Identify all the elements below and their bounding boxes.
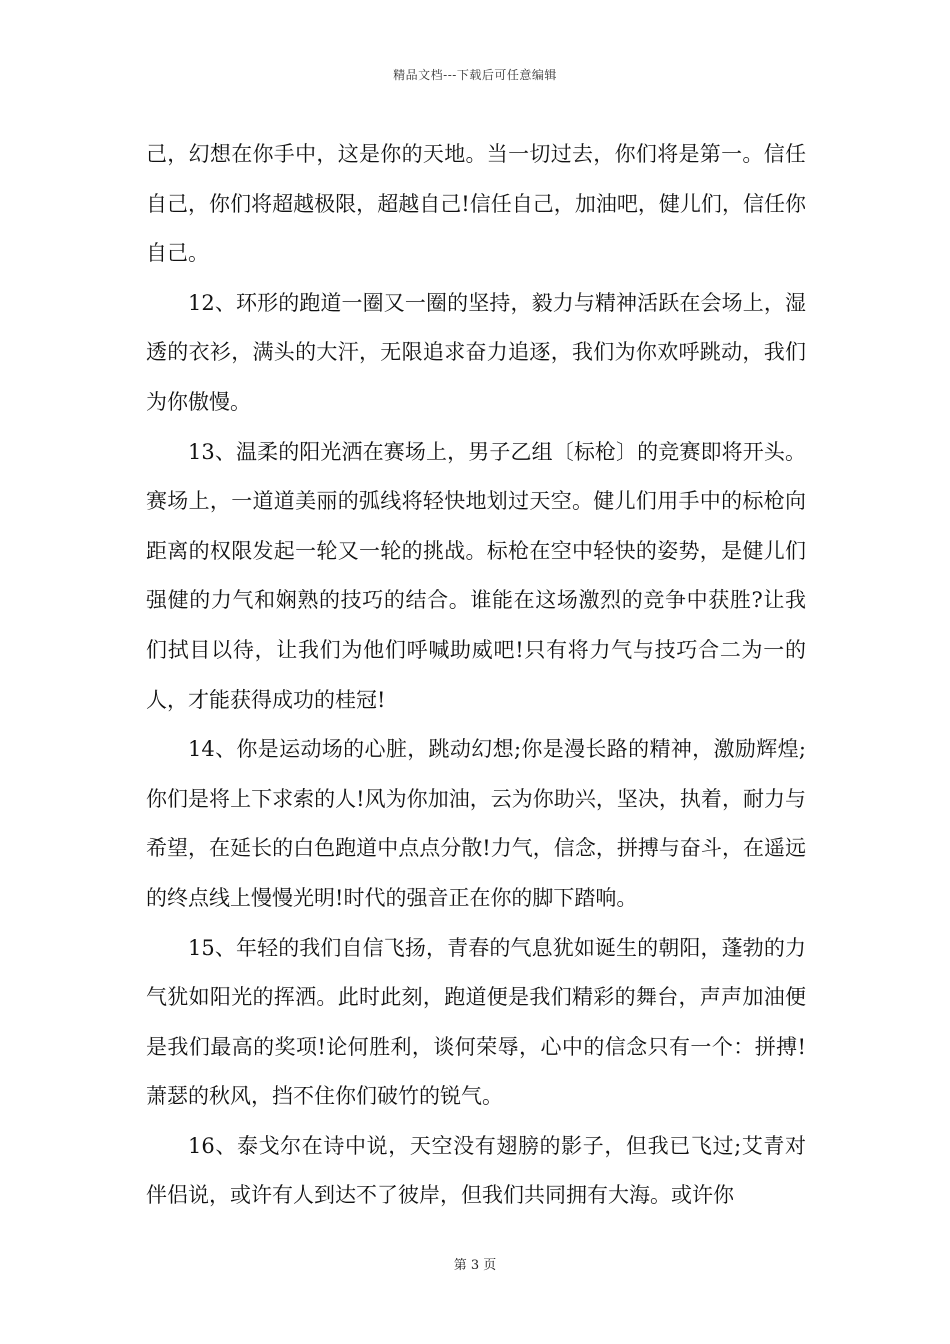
page-header: 精品文档---下载后可任意编辑 [393,68,557,82]
paragraph-14: 14、你是运动场的心脏，跳动幻想;你是漫长路的精神，激励辉煌;你们是将上下求索的人!风为你加油，云为你助兴，坚决，执着，耐力与希望，在延长的白色跑道中点点分散!力气，信念，拼搏与奋斗，在遥远的终点线上慢慢光明!时代的强音正在你的脚下踏响。 [146,737,806,910]
paragraph-12: 12、环形的跑道一圈又一圈的坚持，毅力与精神活跃在会场上，湿透的衣衫，满头的大汗，无限追求奋力追逐，我们为你欢呼跳动，我们为你傲慢。 [146,290,806,414]
document-body [146,130,806,1221]
page-number: 第 3 页 [453,1258,497,1273]
paragraph-13: 13、温柔的阳光洒在赛场上，男子乙组〔标枪〕的竞赛即将开头。赛场上，一道道美丽的弧线将轻快地划过天空。健儿们用手中的标枪向距离的权限发起一轮又一轮的挑战。标枪在空中轻快的姿势，是健儿们强健的力气和娴熟的技巧的结合。谁能在这场激烈的竞争中获胜?让我们拭目以待，让我们为他们呼喊助威吧!只有将力气与技巧合二为一的人，才能获得成功的桂冠! [146,439,806,712]
paragraph-continuation: 己，幻想在你手中，这是你的天地。当一切过去，你们将是第一。信任自己，你们将超越极限，超越自己!信任自己，加油吧，健儿们，信任你自己。 [146,142,806,266]
paragraph-15: 15、年轻的我们自信飞扬，青春的气息犹如诞生的朝阳，蓬勃的力气犹如阳光的挥洒。此时此刻，跑道便是我们精彩的舞台，声声加油便是我们最高的奖项!论何胜利，谈何荣辱，心中的信念只有一个：拼搏!萧瑟的秋风，挡不住你们破竹的锐气。 [146,935,806,1109]
paragraph-16: 16、泰戈尔在诗中说，天空没有翅膀的影子，但我已飞过;艾青对伴侣说，或许有人到达不了彼岸，但我们共同拥有大海。或许你 [146,1133,806,1208]
